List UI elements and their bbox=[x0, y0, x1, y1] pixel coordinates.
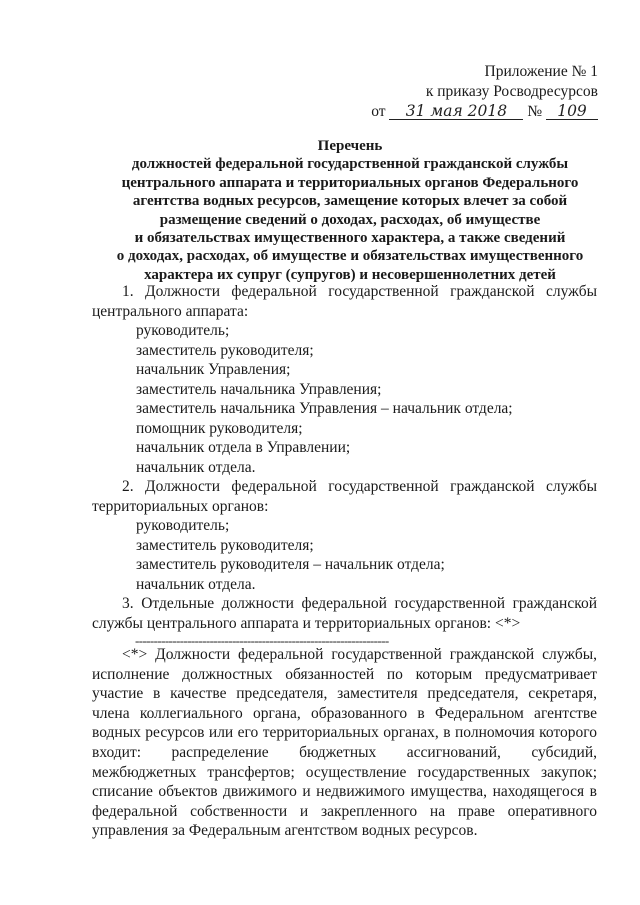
list-item: заместитель руководителя – начальник отдела; bbox=[136, 556, 445, 573]
title-heading: Перечень bbox=[317, 138, 383, 154]
list-item: начальник Управления; bbox=[136, 361, 291, 378]
handwritten-date: 31 мая 2018 bbox=[389, 103, 523, 120]
order-reference: к приказу Росводресурсов bbox=[425, 83, 598, 100]
title-line: характера их супруг (супругов) и несовершеннолетних детей bbox=[144, 266, 556, 283]
number-label: № bbox=[527, 103, 543, 120]
title-line: о доходах, расходах, об имуществе и обязательствах имущественного bbox=[116, 248, 584, 265]
list-item: руководитель; bbox=[136, 322, 230, 339]
list-item: заместитель руководителя; bbox=[136, 341, 314, 359]
title-line: агентства водных ресурсов, замещение которых влечет за собой bbox=[132, 193, 568, 210]
document-title bbox=[90, 137, 610, 284]
title-line: размещение сведений о доходах, расходах, об имуществе bbox=[159, 211, 541, 228]
list-item: заместитель начальника Управления – начальник отдела; bbox=[136, 400, 513, 417]
list-item: заместитель начальника Управления; bbox=[136, 380, 382, 398]
list-item: начальник отдела. bbox=[136, 575, 256, 593]
section-3-text: 3. Отдельные должности федеральной государственной гражданской службы центрального аппарата и территориальных органов: <*> bbox=[92, 595, 597, 632]
footnote-text: <*> Должности федеральной государственной гражданской службы, исполнение должностных обязанностей по которым предусматривает участие в качестве председателя, заместителя председателя, секретаря, члена коллегиального органа, образованного в Федеральном агентстве водных ресурсов или его территориальных органах, в полномочия которого входит: распределение бюджетных ассигнований, субсидий, межбюджетных трансфертов; осуществление государственных закупок; списание объектов движимого и недвижимого имущества, находящегося в федеральной собственности и закрепленного на праве оперативного управления за Федеральным агентством водных ресурсов. bbox=[92, 646, 597, 840]
section-1-text: 1. Должности федеральной государственной гражданской службы центрального аппарата: bbox=[92, 283, 597, 320]
title-line: должностей федеральной государственной гражданской службы bbox=[131, 156, 569, 173]
section-2-text: 2. Должности федеральной государственной гражданской службы территориальных органов: bbox=[92, 478, 597, 515]
document-body bbox=[92, 282, 597, 633]
title-line: центрального аппарата и территориальных органов Федерального bbox=[121, 174, 579, 191]
from-label: от bbox=[371, 103, 386, 120]
order-date-number-line bbox=[371, 102, 598, 122]
list-item: помощник руководителя; bbox=[136, 419, 303, 437]
appendix-header bbox=[371, 62, 598, 122]
list-item: руководитель; bbox=[136, 517, 230, 534]
list-item: начальник отдела. bbox=[136, 458, 256, 476]
appendix-label: Приложение № 1 bbox=[484, 63, 598, 80]
list-item: начальник отдела в Управлении; bbox=[136, 439, 351, 456]
footnote-separator: -------------------------------------------------------------------- bbox=[135, 633, 389, 648]
title-line: и обязательствах имущественного характера, а также сведений bbox=[134, 230, 566, 247]
list-item: заместитель руководителя; bbox=[136, 536, 314, 554]
handwritten-number: 109 bbox=[546, 103, 598, 120]
